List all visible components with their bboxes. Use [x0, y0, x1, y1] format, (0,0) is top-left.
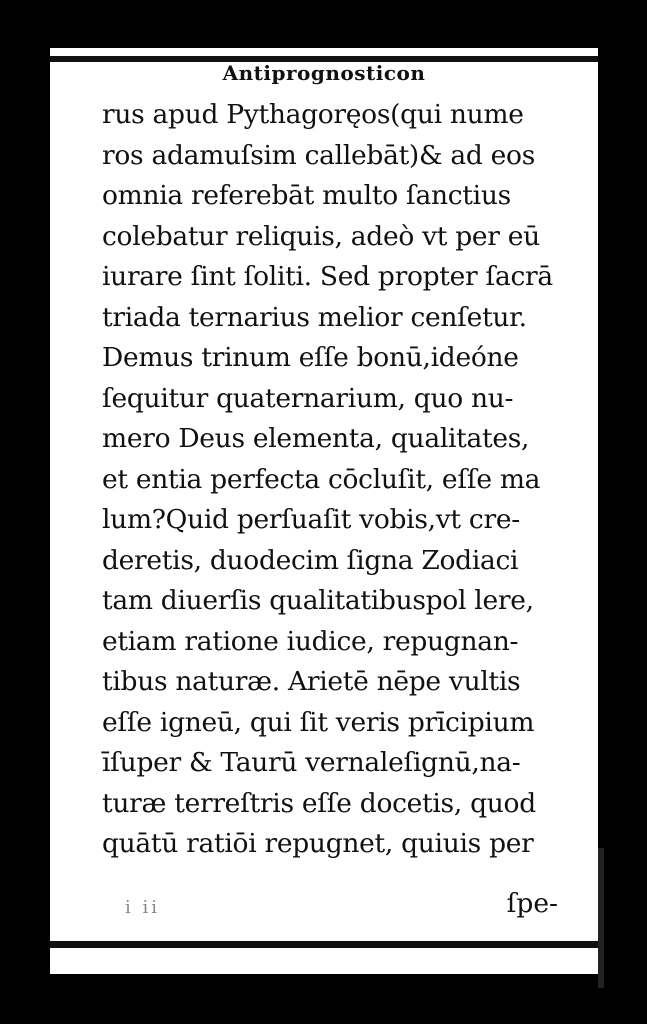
text-line: etiam ratione iudice, repugnan- [102, 625, 519, 657]
text-line: rus apud Pythagoręos(qui nume [102, 99, 524, 130]
signature-mark: i ii [125, 897, 160, 918]
text-line: eſſe igneū, qui ſit veris prīcipium [102, 706, 535, 738]
text-line: tam diuerſis qualitatibuspol lere, [102, 585, 534, 616]
book-page [50, 48, 598, 974]
bottom-rule [50, 941, 598, 948]
text-line: īſuper & Taurū vernaleſignū,na- [102, 747, 521, 778]
body-text [102, 95, 572, 865]
text-line: triada ternarius melior cenſetur. [102, 301, 527, 333]
text-line: quātū ratiōi repugnet, quiuis per [102, 828, 534, 859]
text-line: colebatur reliquis, adeò vt per eū [102, 220, 540, 252]
catchword: ſpe- [506, 888, 558, 919]
text-line: deretis, duodecim ſigna Zodiaci [102, 544, 519, 576]
running-head: Antiprognosticon [222, 61, 426, 85]
text-line: tibus naturæ. Arietē nēpe vultis [102, 666, 521, 697]
text-line: ſequitur quaternarium, quo nu- [102, 382, 514, 414]
page-edge-shadow [598, 848, 604, 988]
text-line: ros adamuſsim callebāt)& ad eos [102, 139, 535, 171]
text-line: lum?Quid perſuaſit vobis,vt cre- [102, 504, 520, 535]
text-line: mero Deus elementa, qualitates, [102, 423, 530, 454]
text-line: turæ terreſtris eſſe docetis, quod [102, 787, 536, 819]
text-line: et entia perfecta cōcluſit, eſſe ma [102, 463, 541, 495]
text-line: omnia referebāt multo ſanctius [102, 180, 511, 211]
text-line: iurare ſint ſoliti. Sed propter ſacrā [102, 261, 553, 292]
text-line: Demus trinum eſſe bonū,ideóne [102, 342, 519, 373]
